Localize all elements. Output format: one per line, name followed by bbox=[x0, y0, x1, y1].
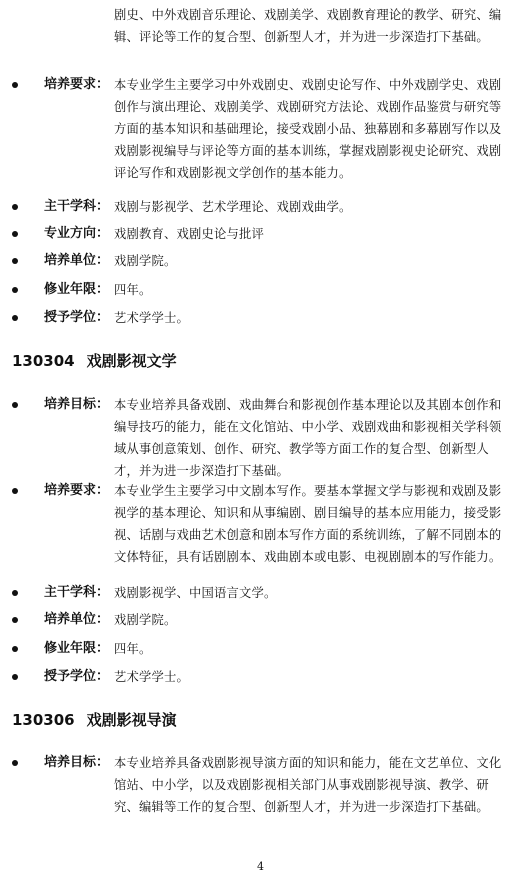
section-heading bbox=[12, 350, 177, 372]
item-text: 本专业培养具备戏剧影视导演方面的知识和能力，能在文艺单位、文化馆站、中小学，以及戏剧影视相关部门从事戏剧影视导演、教学、研究、编辑等工作的复合型、创新型人才，并为进一步深造打下基础。 bbox=[114, 756, 502, 814]
section-code: 130306 bbox=[12, 711, 75, 729]
item-text: 戏剧学院。 bbox=[114, 613, 177, 627]
bullet-icon bbox=[12, 488, 18, 494]
continuation-text: 剧史、中外戏剧音乐理论、戏剧美学、戏剧教育理论的教学、研究、编辑、评论等工作的复合型、创新型人才，并为进一步深造打下基础。 bbox=[114, 8, 502, 44]
item-label: 主干学科： bbox=[44, 199, 110, 214]
item-label: 培养单位： bbox=[44, 612, 110, 627]
item-label: 培养要求： bbox=[44, 77, 110, 92]
item-text: 戏剧学院。 bbox=[114, 254, 177, 268]
item-label: 授予学位： bbox=[44, 310, 110, 325]
bullet-icon bbox=[12, 204, 18, 210]
item-label: 专业方向： bbox=[44, 226, 110, 241]
item-text: 本专业学生主要学习中文剧本写作。要基本掌握文学与影视和戏剧及影视学的基本理论、知识和从事编剧、剧目编导的基本应用能力，接受影视、话剧与戏曲艺术创意和剧本写作方面的系统训练，了解不同剧本的文体特征，具有话剧剧本、戏曲剧本或电影、电视剧剧本的写作能力。 bbox=[114, 484, 502, 564]
item-text: 本专业学生主要学习中外戏剧史、戏剧史论写作、中外戏剧学史、戏剧创作与演出理论、戏剧美学、戏剧研究方法论、戏剧作品鉴赏与研究等方面的基本知识和基础理论，接受戏剧小品、独幕剧和多幕剧写作以及戏剧影视编导与评论等方面的基本训练，掌握戏剧影视史论研究、戏剧评论写作和戏剧影视文学创作的基本能力。 bbox=[114, 78, 502, 180]
item-text: 艺术学学士。 bbox=[114, 670, 189, 684]
bullet-icon bbox=[12, 315, 18, 321]
item-label: 授予学位： bbox=[44, 669, 110, 684]
item-text: 戏剧教育、戏剧史论与批评 bbox=[114, 227, 264, 241]
section-title: 戏剧影视文学 bbox=[86, 352, 177, 370]
item-label: 培养单位： bbox=[44, 253, 110, 268]
bullet-icon bbox=[12, 258, 18, 264]
item-text: 四年。 bbox=[114, 283, 152, 297]
section-heading bbox=[12, 709, 177, 731]
bullet-icon bbox=[12, 590, 18, 596]
item-label: 培养要求： bbox=[44, 483, 110, 498]
bullet-icon bbox=[12, 402, 18, 408]
bullet-icon bbox=[12, 82, 18, 88]
section-title: 戏剧影视导演 bbox=[86, 711, 177, 729]
item-label: 主干学科： bbox=[44, 585, 110, 600]
item-label: 培养目标： bbox=[44, 755, 110, 770]
page-number: 4 bbox=[257, 860, 264, 873]
section-code: 130304 bbox=[12, 352, 75, 370]
item-text: 艺术学学士。 bbox=[114, 311, 189, 325]
bullet-icon bbox=[12, 674, 18, 680]
item-text: 戏剧影视学、中国语言文学。 bbox=[114, 586, 277, 600]
bullet-icon bbox=[12, 646, 18, 652]
item-label: 培养目标： bbox=[44, 397, 110, 412]
item-text: 本专业培养具备戏剧、戏曲舞台和影视创作基本理论以及其剧本创作和编导技巧的能力，能在文化馆站、中小学、戏剧戏曲和影视相关学科领域从事创意策划、创作、研究、教学等方面工作的复合型、创新型人才，并为进一步深造打下基础。 bbox=[114, 398, 502, 478]
item-label: 修业年限： bbox=[44, 282, 110, 297]
bullet-icon bbox=[12, 617, 18, 623]
item-text: 四年。 bbox=[114, 642, 152, 656]
bullet-icon bbox=[12, 231, 18, 237]
item-label: 修业年限： bbox=[44, 641, 110, 656]
bullet-icon bbox=[12, 287, 18, 293]
item-text: 戏剧与影视学、艺术学理论、戏剧戏曲学。 bbox=[114, 200, 352, 214]
bullet-icon bbox=[12, 760, 18, 766]
